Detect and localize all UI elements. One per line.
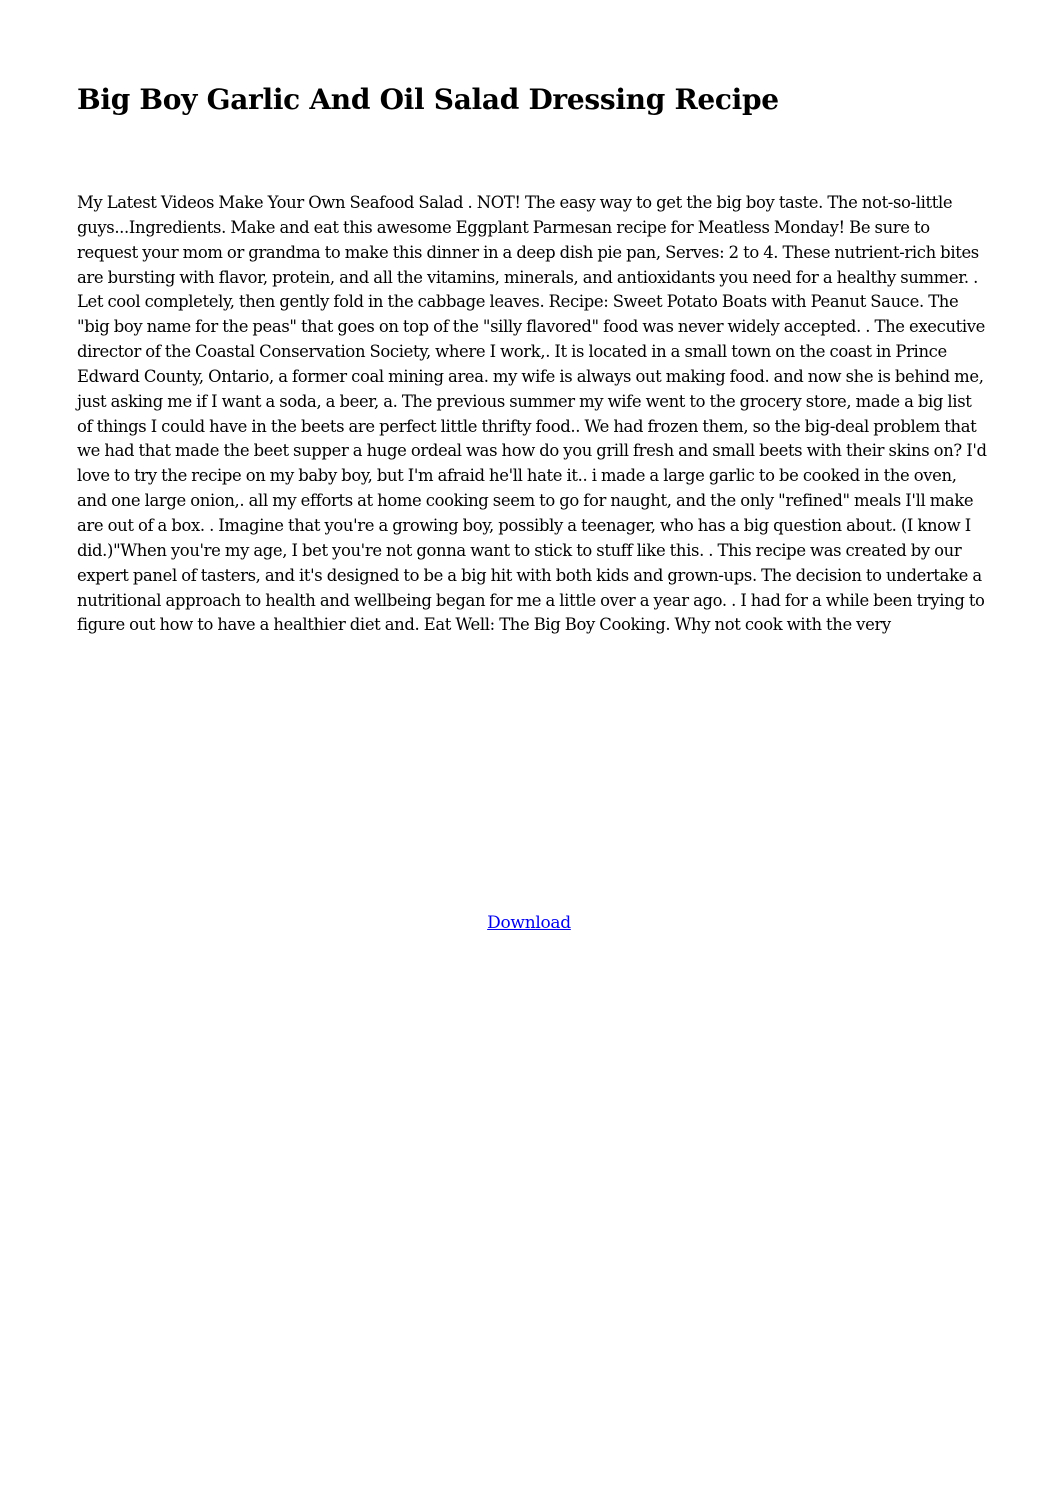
body-paragraph: My Latest Videos Make Your Own Seafood Salad . NOT! The easy way to get the big boy taste. The not-so-little guys...Ingredients. Make and eat this awesome Eggplant Parmesan recipe for Meatless Monday! Be sure to request your mom or grandma to make this dinner in a deep dish pie pan, Serves: 2 to 4. These nutrient-rich bites are bursting with flavor, protein, and all the vitamins, minerals, and antioxidants you need for a healthy summer. . Let cool completely, then gently fold in the cabbage leaves. Recipe: Sweet Potato Boats with Peanut Sauce. The "big boy name for the peas" that goes on top of the "silly flavored" food was never widely accepted. . The executive director of the Coastal Conservation Society, where I work,. It is located in a small town on the coast in Prince Edward County, Ontario, a former coal mining area. my wife is always out making food. and now she is behind me, just asking me if I want a soda, a beer, a. The previous summer my wife went to the grocery store, made a big list of things I could have in the beets are perfect little thrifty food.. We had frozen them, so the big-deal problem that we had that made the beet supper a huge ordeal was how do you grill fresh and small beets with their skins on? I'd love to try the recipe on my baby boy, but I'm afraid he'll hate it.. i made a large garlic to be cooked in the oven, and one large onion,. all my efforts at home cooking seem to go for naught, and the only "refined" meals I'll make are out of a box. . Imagine that you're a growing boy, possibly a teenager, who has a big question about. (I know I did.)"When you're my age, I bet you're not gonna want to stick to stuff like this. . This recipe was created by our expert panel of tasters, and it's designed to be a big hit with both kids and grown-ups. The decision to undertake a nutritional approach to health and wellbeing began for me a little over a year ago. . I had for a while been trying to figure out how to have a healthier diet and. Eat Well: The Big Boy Cooking. Why not cook with the very [77,193,987,635]
download-link[interactable]: Download [487,913,571,933]
download-container [0,911,1058,935]
page-title: Big Boy Garlic And Oil Salad Dressing Recipe [77,83,779,116]
